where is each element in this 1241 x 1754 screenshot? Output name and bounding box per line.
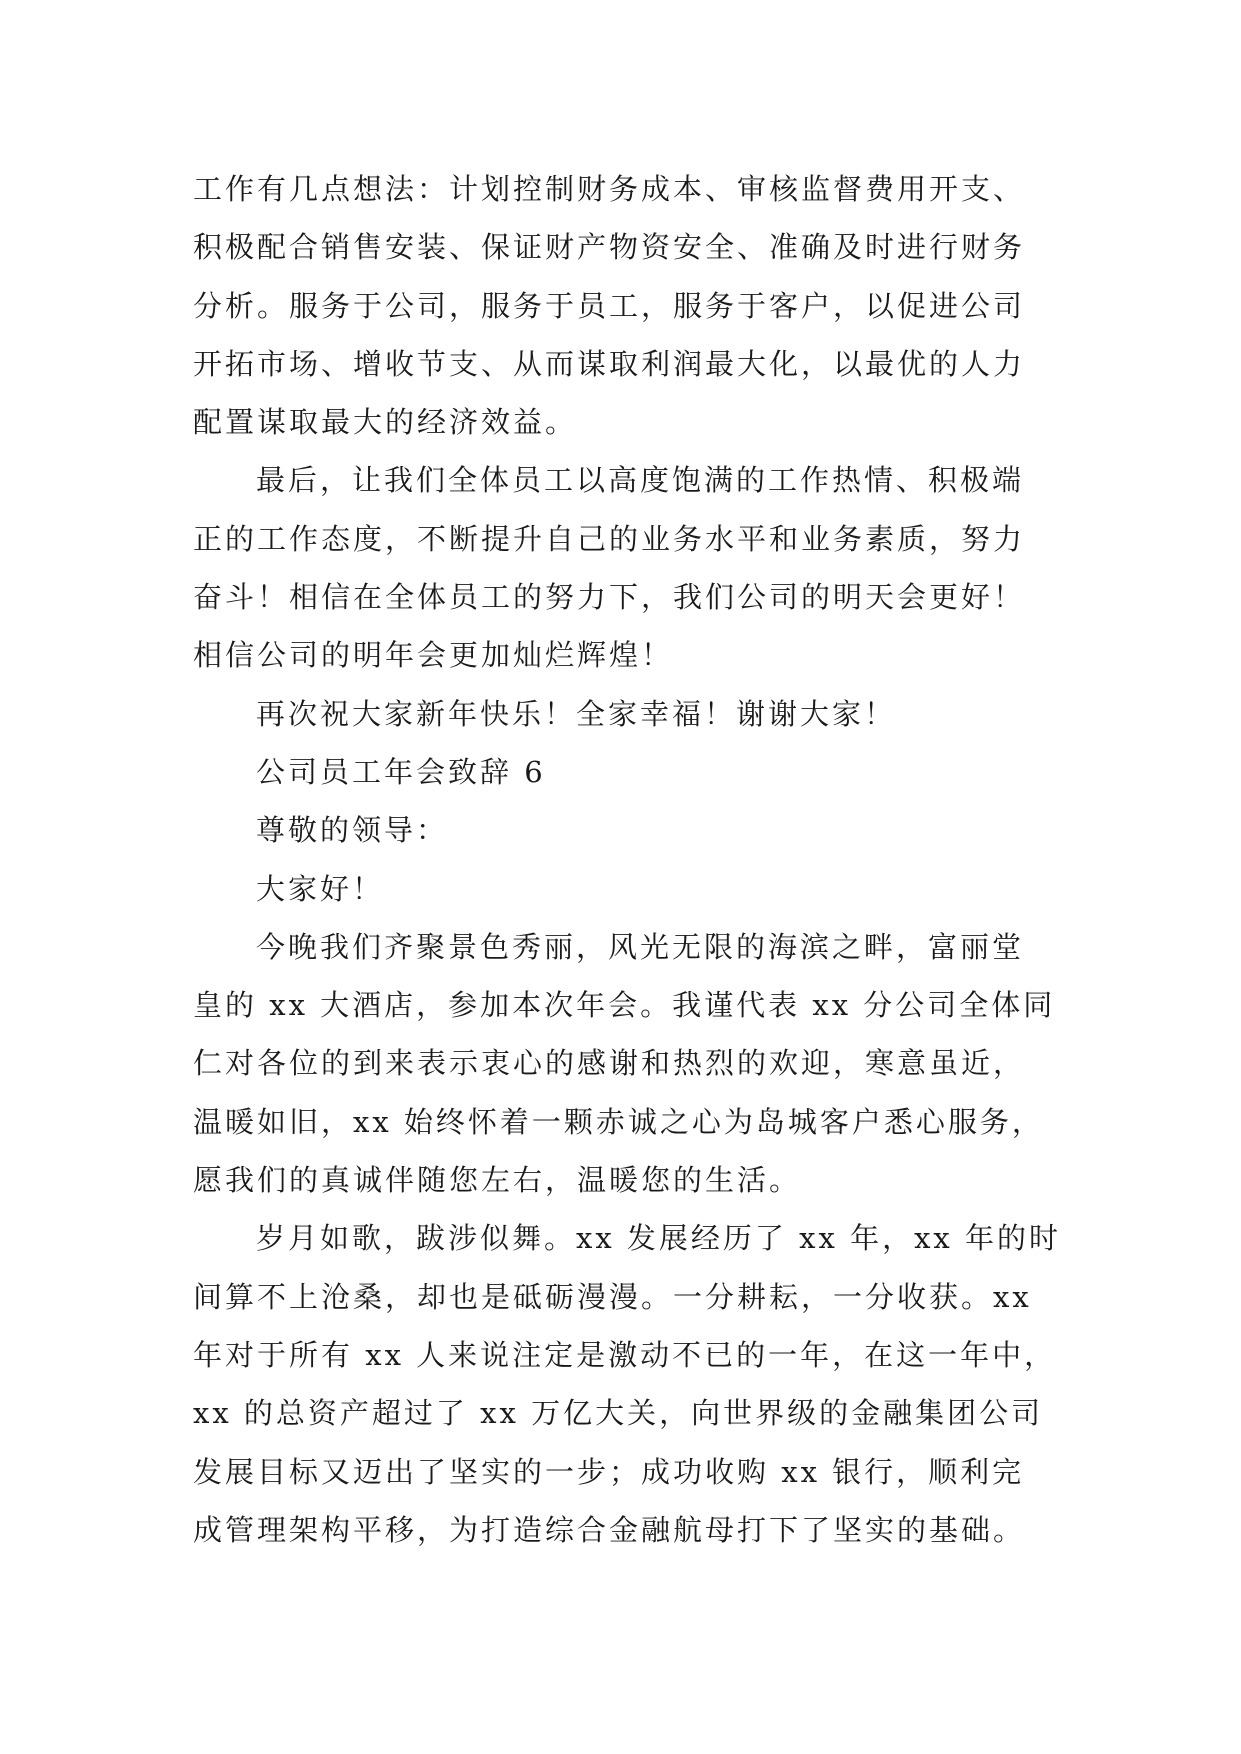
text-line: 皇的 xx 大酒店，参加本次年会。我谨代表 xx 分公司全体同 — [193, 988, 1056, 1023]
closing-line: 再次祝大家新年快乐！全家幸福！谢谢大家！ — [256, 696, 897, 731]
text-line: 仁对各位的到来表示衷心的感谢和热烈的欢迎，寒意虽近， — [193, 1046, 1026, 1081]
paragraph-start-line: 最后，让我们全体员工以高度饱满的工作热情、积极端 — [256, 463, 1025, 498]
paragraph-start-line: 今晚我们齐聚景色秀丽，风光无限的海滨之畔，富丽堂 — [256, 929, 1025, 964]
text-line: 奋斗！相信在全体员工的努力下，我们公司的明天会更好！ — [193, 580, 1026, 615]
text-line: 愿我们的真诚伴随您左右，温暖您的生活。 — [193, 1163, 802, 1198]
text-line: 正的工作态度，不断提升自己的业务水平和业务素质，努力 — [193, 521, 1026, 556]
text-line: 分析。服务于公司，服务于员工，服务于客户，以促进公司 — [193, 288, 1026, 323]
paragraph-start-line: 岁月如歌，跋涉似舞。xx 发展经历了 xx 年，xx 年的时 — [256, 1221, 1062, 1256]
text-line: 开拓市场、增收节支、从而谋取利润最大化，以最优的人力 — [193, 346, 1026, 381]
text-line: 工作有几点想法：计划控制财务成本、审核监督费用开支、 — [193, 172, 1026, 206]
text-line: 间算不上沧桑，却也是砥砺漫漫。一分耕耘，一分收获。xx — [193, 1279, 1032, 1314]
text-line: 年对于所有 xx 人来说注定是激动不已的一年，在这一年中， — [193, 1337, 1057, 1372]
greeting: 大家好！ — [256, 871, 385, 906]
text-line: 相信公司的明年会更加灿烂辉煌！ — [193, 638, 674, 673]
text-line: 发展目标又迈出了坚实的一步；成功收购 xx 银行，顺利完 — [193, 1454, 1025, 1489]
section-heading: 公司员工年会致辞 6 — [256, 754, 546, 789]
text-line: 积极配合销售安装、保证财产物资安全、准确及时进行财务 — [193, 230, 1026, 265]
text-line: 配置谋取最大的经济效益。 — [193, 405, 578, 440]
text-line: xx 的总资产超过了 xx 万亿大关，向世界级的金融集团公司 — [193, 1396, 1044, 1431]
text-line: 温暖如旧，xx 始终怀着一颗赤诚之心为岛城客户悉心服务， — [193, 1104, 1044, 1139]
document-body — [193, 160, 1093, 1559]
text-line: 成管理架构平移，为打造综合金融航母打下了坚实的基础。 — [193, 1512, 1026, 1547]
salutation: 尊敬的领导： — [256, 813, 449, 848]
